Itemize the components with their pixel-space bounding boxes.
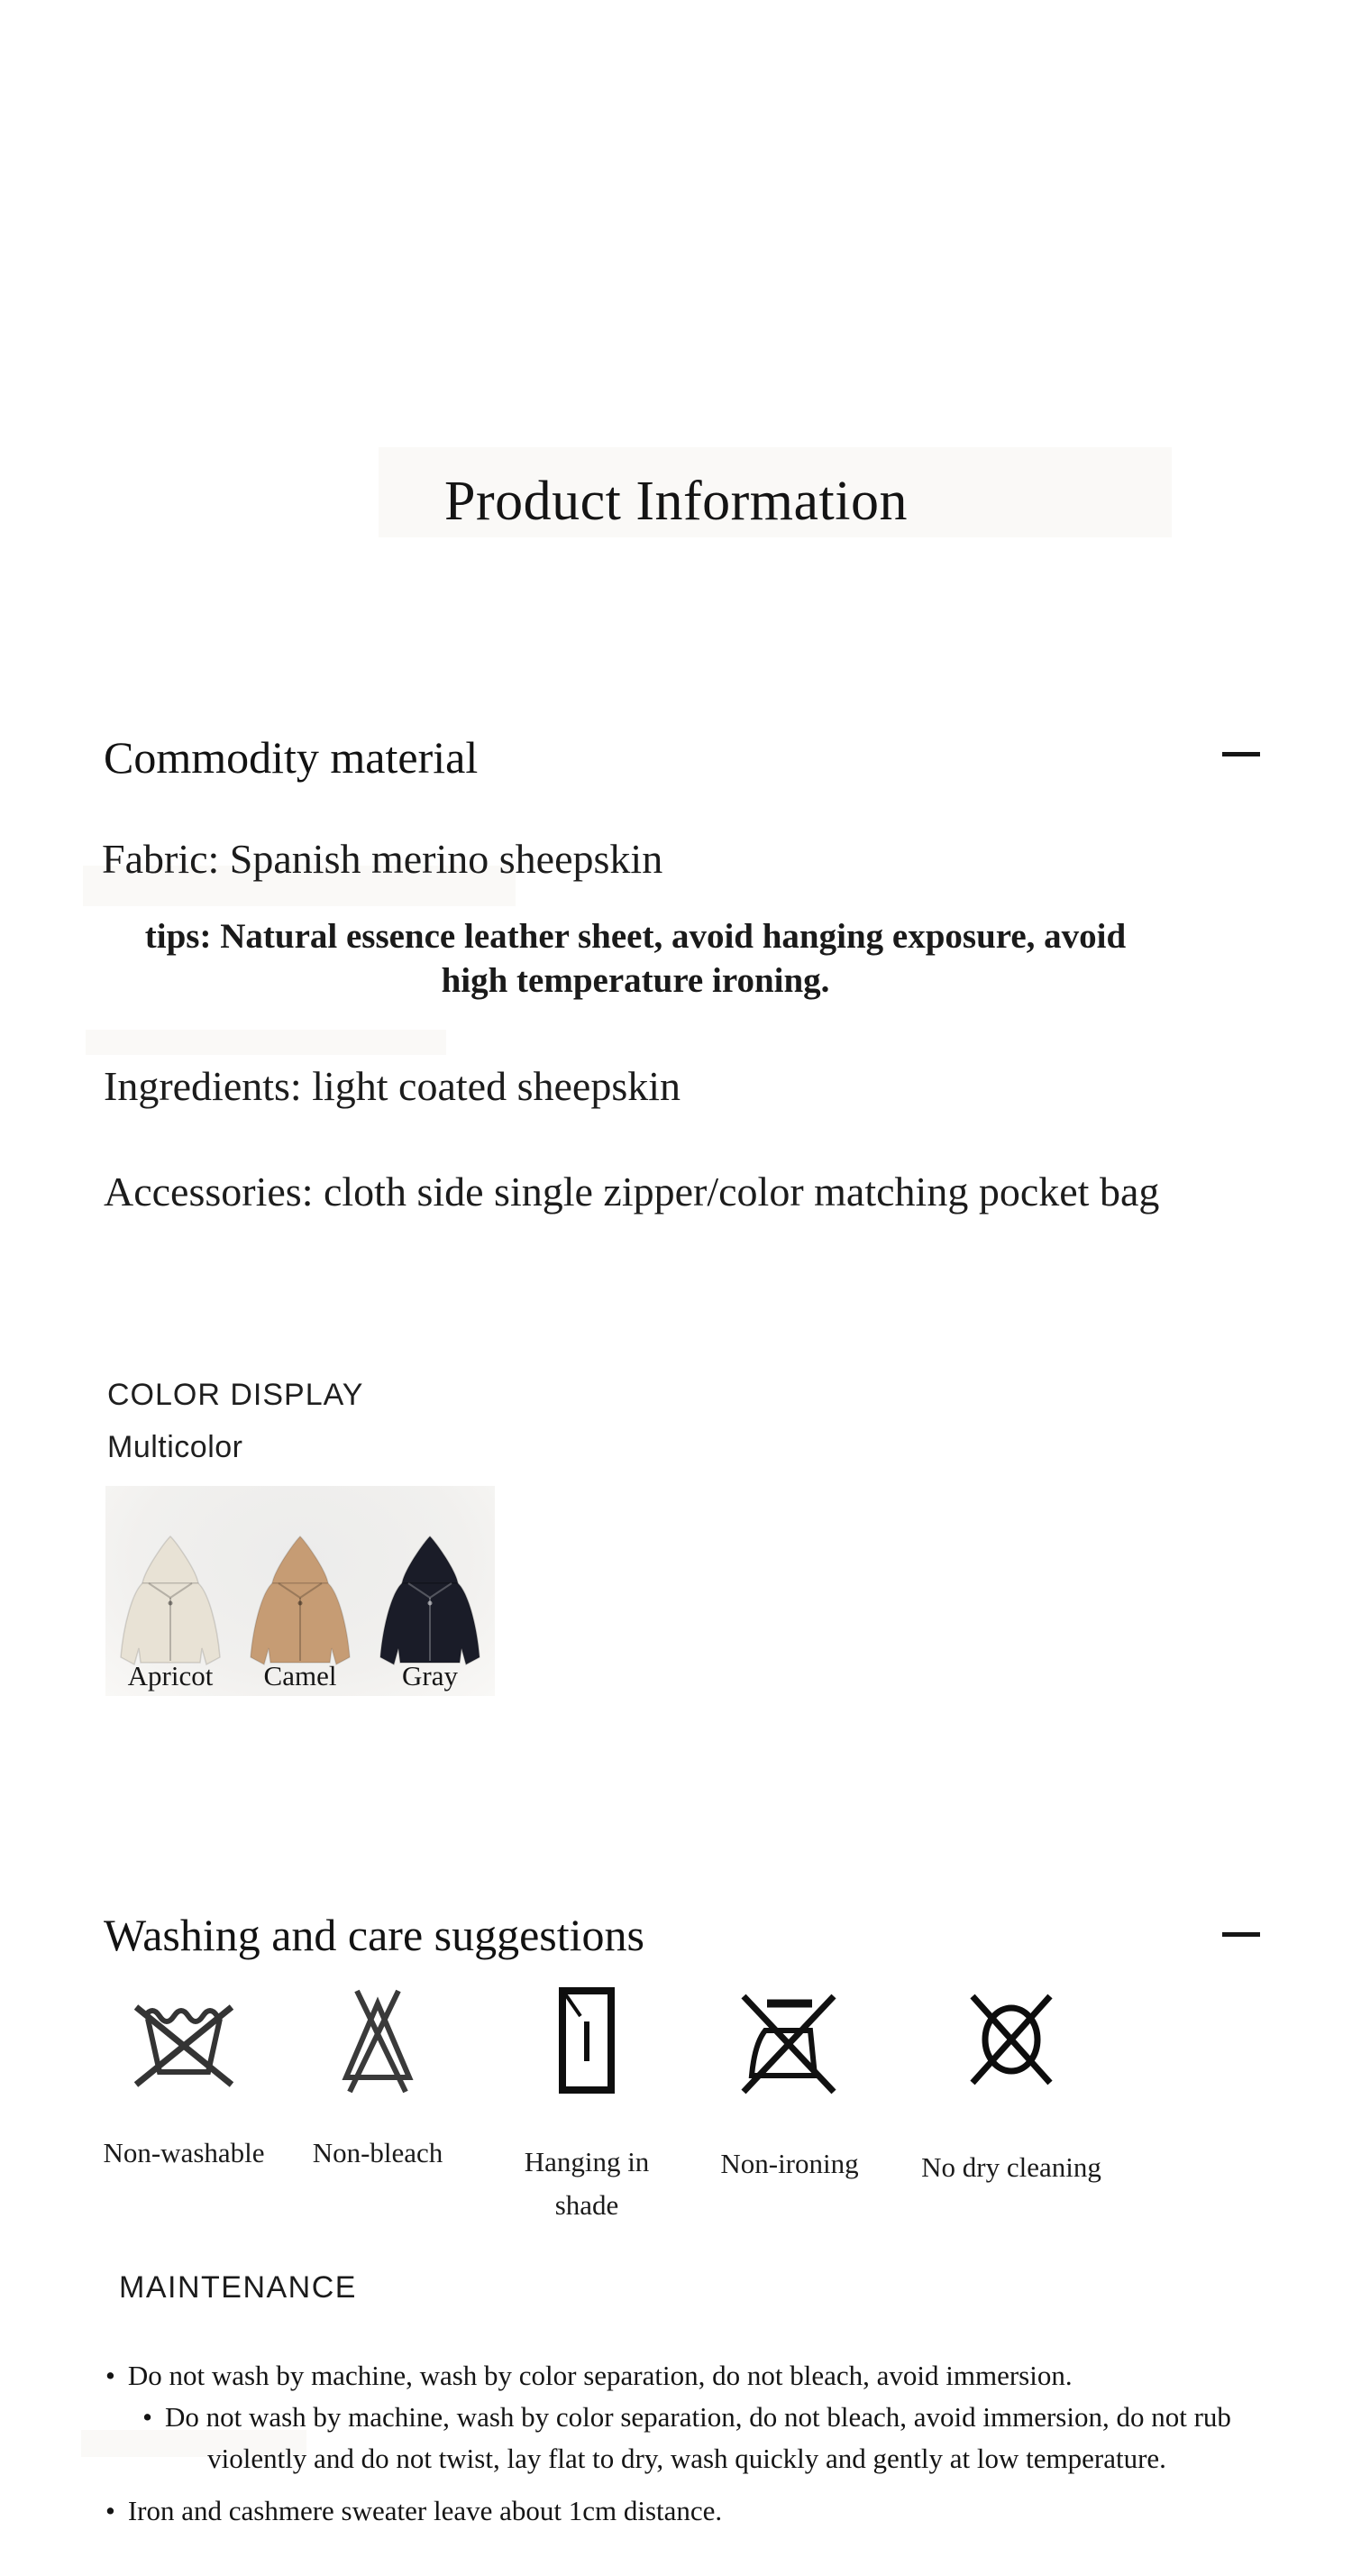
color-swatch-strip [105, 1486, 495, 1696]
jacket-gray-icon [376, 1531, 484, 1672]
hanging-in-shade-icon [528, 1982, 645, 2101]
swatch-gray[interactable] [365, 1486, 495, 1696]
care-item-non-washable [85, 1982, 283, 2175]
bullet-dot: • [142, 2401, 152, 2433]
swatch-apricot[interactable] [105, 1486, 235, 1696]
no-dry-cleaning-icon [953, 1982, 1070, 2101]
jacket-apricot-icon [116, 1531, 224, 1672]
collapse-minus-icon[interactable] [1222, 752, 1260, 756]
accessories-line: Accessories: cloth side single zipper/color matching pocket bag [104, 1169, 1160, 1215]
bullet-dot: • [105, 2360, 115, 2391]
section-heading-commodity-material: Commodity material [104, 732, 479, 783]
care-label: Hanging in shade [524, 2146, 650, 2221]
collapse-minus-icon[interactable] [1222, 1932, 1260, 1937]
care-item-hanging-in-shade [488, 1982, 686, 2227]
maintenance-text: Do not wash by machine, wash by color separation, do not bleach, avoid immersion, do not rub violently and do not twist, lay flat to dry, wash quickly and gently at low temperature. [164, 2401, 1231, 2474]
maintenance-text: Iron and cashmere sweater leave about 1cm distance. [127, 2495, 723, 2526]
non-washable-icon [125, 1982, 242, 2101]
ingredients-line: Ingredients: light coated sheepskin [104, 1063, 681, 1109]
tips-line-2: high temperature ironing. [441, 961, 830, 1000]
overlay-artifact [86, 1030, 446, 1055]
section-heading-washing-care: Washing and care suggestions [104, 1910, 644, 1960]
fabric-line: Fabric: Spanish merino sheepskin [102, 836, 663, 882]
jacket-camel-icon [246, 1531, 354, 1672]
swatch-label: Gray [402, 1660, 458, 1691]
care-label: Non-bleach [312, 2137, 443, 2168]
maintenance-heading: MAINTENANCE [119, 2270, 357, 2305]
maintenance-item [105, 2490, 1268, 2532]
tips-block [54, 914, 1217, 1003]
color-display-value: Multicolor [107, 1430, 243, 1464]
page-title: Product Information [443, 471, 908, 532]
swatch-camel[interactable] [235, 1486, 365, 1696]
swatch-label: Camel [263, 1660, 337, 1691]
care-item-non-bleach [279, 1982, 477, 2175]
non-ironing-icon [731, 1982, 848, 2101]
bullet-dot: • [105, 2495, 115, 2526]
maintenance-item [105, 2355, 1268, 2397]
care-label: Non-ironing [720, 2148, 859, 2179]
color-display-label: COLOR DISPLAY [107, 1378, 364, 1412]
care-label: No dry cleaning [921, 2151, 1101, 2183]
non-bleach-icon [319, 1982, 436, 2101]
swatch-label: Apricot [127, 1660, 214, 1691]
maintenance-text: Do not wash by machine, wash by color separation, do not bleach, avoid immersion. [127, 2360, 1073, 2391]
care-label: Non-washable [103, 2137, 265, 2168]
care-item-non-ironing [690, 1982, 889, 2186]
tips-line-1: tips: Natural essence leather sheet, avoid hanging exposure, avoid [144, 917, 1127, 956]
maintenance-item [105, 2397, 1268, 2480]
care-item-no-dry-cleaning [912, 1982, 1110, 2189]
